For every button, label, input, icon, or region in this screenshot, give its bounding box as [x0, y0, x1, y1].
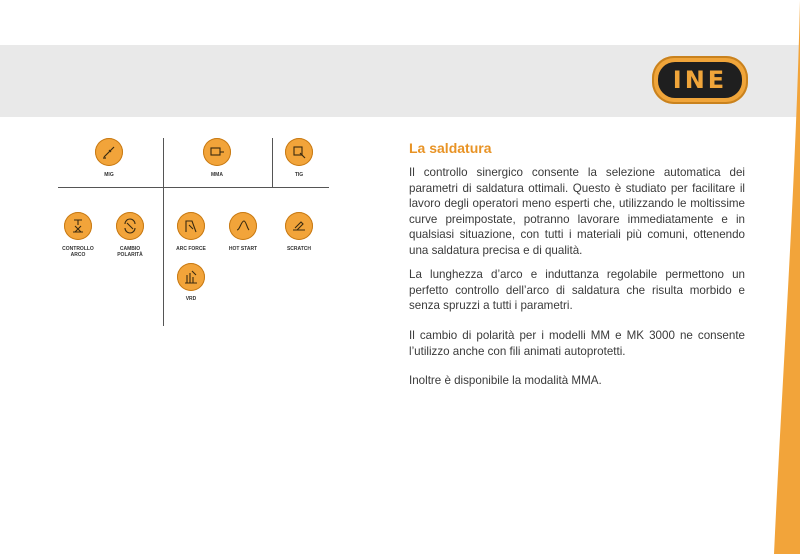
logo-text: INE [672, 66, 728, 94]
mig-label: MIG [104, 172, 114, 178]
scratch-label: SCRATCH [286, 246, 312, 252]
grid-horizontal-line [58, 187, 329, 188]
mma-electrode-icon [203, 138, 231, 166]
polarity-switch-icon [116, 212, 144, 240]
paragraph-mma: Inoltre è disponibile la modalità MMA. [409, 374, 602, 387]
arc-control-label-1: CONTROLLO [62, 246, 94, 252]
tig-torch-icon [285, 138, 313, 166]
scratch-icon [285, 212, 313, 240]
vrd-label: VRD [185, 296, 197, 302]
hot-start-label: HOT START [228, 246, 258, 252]
ine-logo [652, 56, 748, 104]
arc-control-label-2: ARCO [70, 252, 86, 258]
side-accent-curve [770, 0, 800, 554]
logo-inner [658, 62, 742, 98]
polarity-label-1: CAMBIO [119, 246, 141, 252]
paragraph-synergic-control: Il controllo sinergico consente la selezione automatica dei parametri di saldatura ottimali. Questo è studiato per facilitare il lavoro degli operatori meno esperti che, utilizzando le moltissime curve preimpostate, potranno lavorare immediatamente e in qualsiasi situazione, con tutti i materiali più comuni, ottenendo una saldatura precisa e di qualità. [409, 166, 745, 257]
mig-torch-icon [95, 138, 123, 166]
arc-control-icon [64, 212, 92, 240]
paragraph-polarity: Il cambio di polarità per i modelli MM e MK 3000 ne consente l’utilizzo anche con fili animati autoprotetti. [409, 329, 745, 358]
section-title: La saldatura [409, 140, 492, 156]
arc-force-icon [177, 212, 205, 240]
paragraph-arc-length: La lunghezza d’arco e induttanza regolabile permettono un perfetto controllo dell’arco di saldatura che risulta morbido e senza spruzzi a tutti i parametri. [409, 268, 745, 313]
vrd-icon [177, 263, 205, 291]
grid-vertical-line-2 [272, 138, 273, 187]
tig-label: TIG [294, 172, 304, 178]
polarity-label-2: POLARITÀ [117, 252, 143, 258]
mma-label: MMA [211, 172, 223, 178]
arc-force-label: ARC FORCE [176, 246, 206, 252]
hot-start-icon [229, 212, 257, 240]
